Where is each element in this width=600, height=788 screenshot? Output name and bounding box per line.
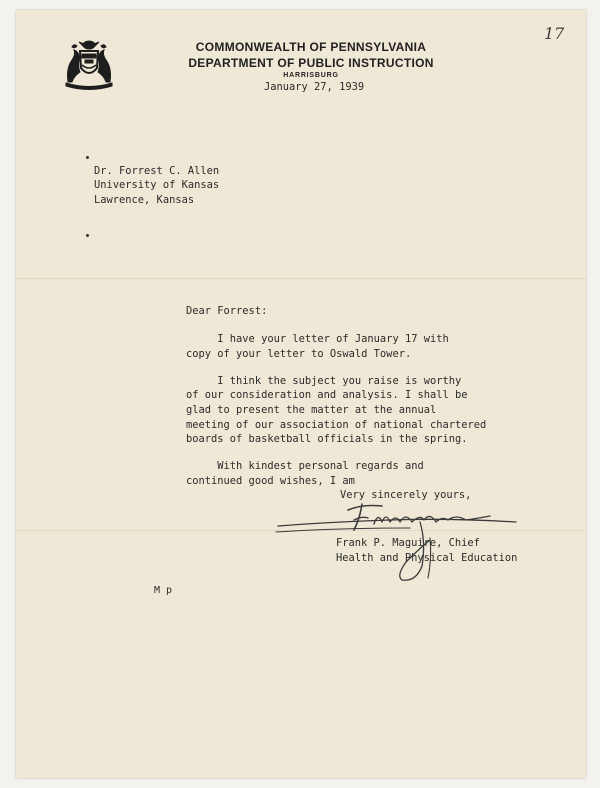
letter-date: January 27, 1939 [264,81,365,93]
recipient-city: Lawrence, Kansas [94,194,195,206]
body-line: meeting of our association of national chartered [186,419,487,431]
signer-department: Health and Physical Education [336,552,518,564]
salutation: Dear Forrest: [186,305,268,317]
body-line: copy of your letter to Oswald Tower. [186,348,412,360]
closing: Very sincerely yours, [340,489,472,501]
margin-dot [86,234,89,237]
body-line: I have your letter of January 17 with [186,333,449,345]
typist-initials: M p [154,585,173,596]
letterhead-line-1: COMMONWEALTH OF PENNSYLVANIA [195,40,427,54]
recipient-organization: University of Kansas [94,179,220,191]
letterhead-city: HARRISBURG [283,72,339,79]
recipient-name: Dr. Forrest C. Allen [94,165,220,177]
body-line: With kindest personal regards and [186,460,424,472]
handwritten-signature [270,492,520,592]
margin-dot [86,156,89,159]
corner-page-mark: 17 [544,24,565,43]
body-line: continued good wishes, I am [186,475,355,487]
pennsylvania-coat-of-arms-icon [60,38,118,90]
paper-fold-line [16,278,586,279]
body-line: of our consideration and analysis. I shall be [186,389,468,401]
letter-page [16,10,586,778]
signer-name-title: Frank P. Maguire, Chief [336,537,480,549]
body-line: I think the subject you raise is worthy [186,375,462,387]
body-line: glad to present the matter at the annual [186,404,437,416]
body-line: boards of basketball officials in the spring. [186,433,468,445]
letterhead-line-2: DEPARTMENT OF PUBLIC INSTRUCTION [188,56,434,70]
